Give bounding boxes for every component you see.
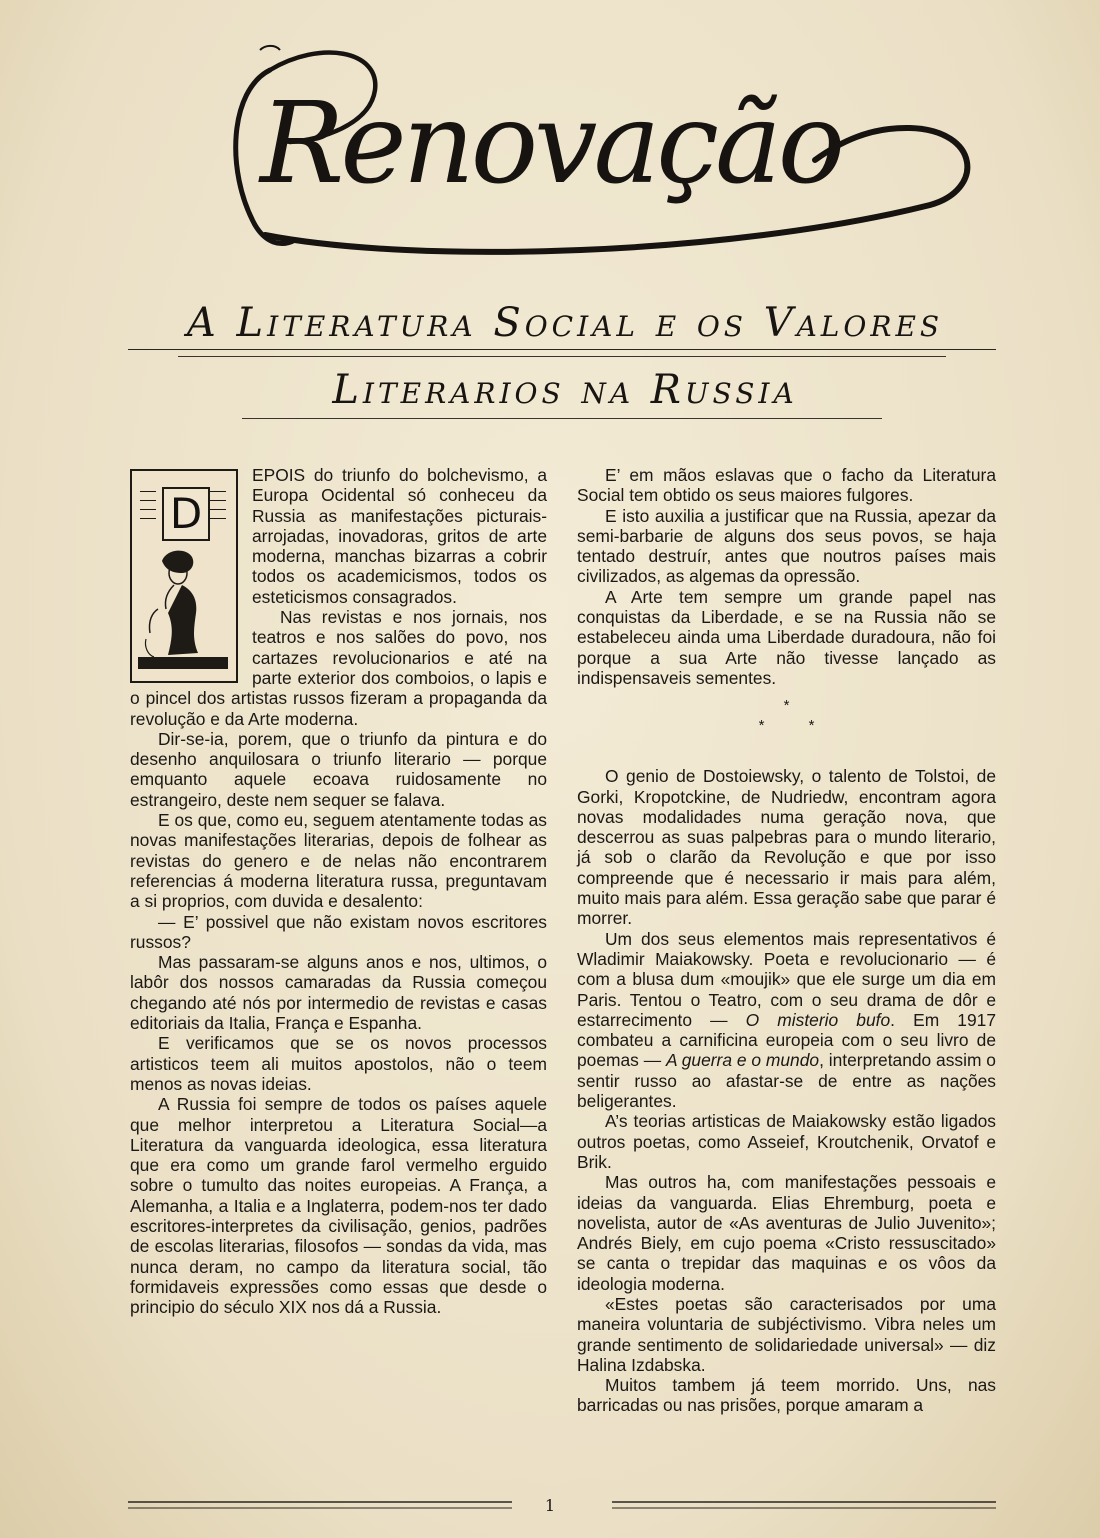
right-column (577, 465, 996, 1416)
paragraph: E os que, como eu, seguem atentamente todas as novas manifestações literarias, depois de folhear as revistas do genero e de nelas não encontrarem referencias á moderna literatura russa, preguntavam a si proprios, com duvida e desalento: (130, 810, 547, 912)
paragraph: O genio de Dostoiewsky, o talento de Tolstoi, de Gorki, Kropotckine, de Nudriedw, encontram agora novas modalidades numa geração nova, que descerrou as suas palpebras para o mundo literario, já sob o clarão da Revolução e que por isso compreende que é necessario ir mais para além, muito mais para além. Essa geração sabe que parar é morrer. (577, 766, 996, 929)
paragraph: EPOIS do triunfo do bolchevismo, a Europa Ocidental só conheceu da Russia as manifestações picturais-arrojadas, inovadoras, gritos de arte moderna, manchas bizarras a cobrir todos os academicismos, todos os esteticismos consagrados. (252, 465, 547, 607)
paragraph: E isto auxilia a justificar que na Russia, apezar da semi-barbarie de alguns dos seus povos, se haja tentado destruír, antes que noutros países mais civilizados, as algemas da opressão. (577, 505, 996, 587)
italic-title: O misterio bufo (745, 1009, 891, 1030)
paragraph: A Arte tem sempre um grande papel nas conquistas da Liberdade, e se na Russia não se estabeleceu ainda uma Liberdade duradoura, não foi porque a sua Arte não tivesse lançado as indispensaveis sementes. (577, 586, 996, 688)
headline-rule-1b (178, 356, 946, 357)
section-separator-bottom: * * (758, 717, 815, 735)
paragraph: Mas outros ha, com manifestações pessoais e ideias da vanguarda. Elias Ehremburg, poeta e novelista, autor de «As aventuras de Julio Juvenito»; Andrés Biely, em cujo poema «Cristo ressuscitado» se canta o trepidar das maquinas e os vôos da ideologia moderna. (577, 1172, 996, 1294)
masthead-title: Renovação (260, 79, 842, 209)
paragraph: Nas revistas e nos jornais, nos teatros e nos salões do povo, nos cartazes revolucionarios e até na parte exterior dos comboios, o lapis e o pincel dos artistas russos fizeram a propaganda da revolução e da Arte moderna. (130, 607, 547, 729)
headline-rule-2 (242, 418, 882, 419)
paragraph: Dir-se-ia, porem, que o triunfo da pintura e do desenho anquilosara o triunfo literario — porque emquanto aquele ecoava ruidosamente no estrangeiro, deste nem sequer se falava. (130, 728, 547, 810)
paragraph: Um dos seus elementos mais representativos é Wladimir Maiakowsky. Poeta e revolucionario — é com a blusa dum «moujik» que ele surge um dia em Paris. Tentou o Teatro, com o seu drama de dôr e estarrecimento — O misterio bufo. Em 1917 combateu a carnificina europeia com o seu livro de poemas — A guerra e o mundo, interpretando assim o sentir russo ao afastar-se de entre as nações beligerantes. (577, 928, 996, 1112)
left-column (130, 465, 547, 1317)
paragraph: E verificamos que se os novos processos artisticos teem ali muitos apostolos, não o teem menos as novas ideias. (130, 1033, 547, 1094)
italic-title: A guerra e o mundo (665, 1050, 820, 1071)
headline-line-2: Literarios na Russia (332, 367, 798, 413)
page-number: 1 (544, 1496, 556, 1515)
woman-portrait-illustration (138, 543, 228, 669)
drop-cap-letter: D (162, 487, 210, 541)
headline-line-1: A Literatura Social e os Valores (186, 300, 944, 346)
drop-cap-ornament (130, 469, 238, 683)
paragraph: A Russia foi sempre de todos os países aquele que melhor interpretou a Literatura Social—a Literatura da vanguarda ideologica, essa literatura que era como um grande farol vermelho erguido sobre o tumulto das noites europeias. A França, a Alemanha, a Italia e a Inglaterra, podem-nos ter dado escritores-interpretes da civilisação, genios, padrões de escolas literarias, filosofos — sondas da vida, mas nunca deram, no campo da literatura social, tão formidaveis expressões como essas que desde o principio do século XIX nos dá a Russia. (130, 1094, 547, 1318)
section-separator-top: * (783, 697, 790, 715)
paragraph: A’s teorias artisticas de Maiakowsky estão ligados outros poetas, como Asseief, Kroutchenik, Orvatof e Brik. (577, 1111, 996, 1172)
paragraph: Muitos tambem já teem morrido. Uns, nas barricadas ou nas prisões, porque amaram a (577, 1375, 996, 1416)
paragraph: «Estes poetas são caracterisados por uma maneira voluntaria de subjéctivismo. Vibra neles um grande sentimento de solidariedade universal» — diz Halina Izdabska. (577, 1293, 996, 1375)
masthead (170, 30, 980, 280)
headline-rule-1 (128, 349, 996, 350)
paragraph: E’ em mãos eslavas que o facho da Literatura Social tem obtido os seus maiores fulgores. (577, 465, 996, 506)
paragraph: — E’ possivel que não existam novos escritores russos? (130, 911, 547, 952)
paragraph: Mas passaram-se alguns anos e nos, ultimos, o labôr dos nossos camaradas da Russia começou chegando até nós por intermedio de revistas e casas editoriais da Italia, França e Espanha. (130, 952, 547, 1034)
